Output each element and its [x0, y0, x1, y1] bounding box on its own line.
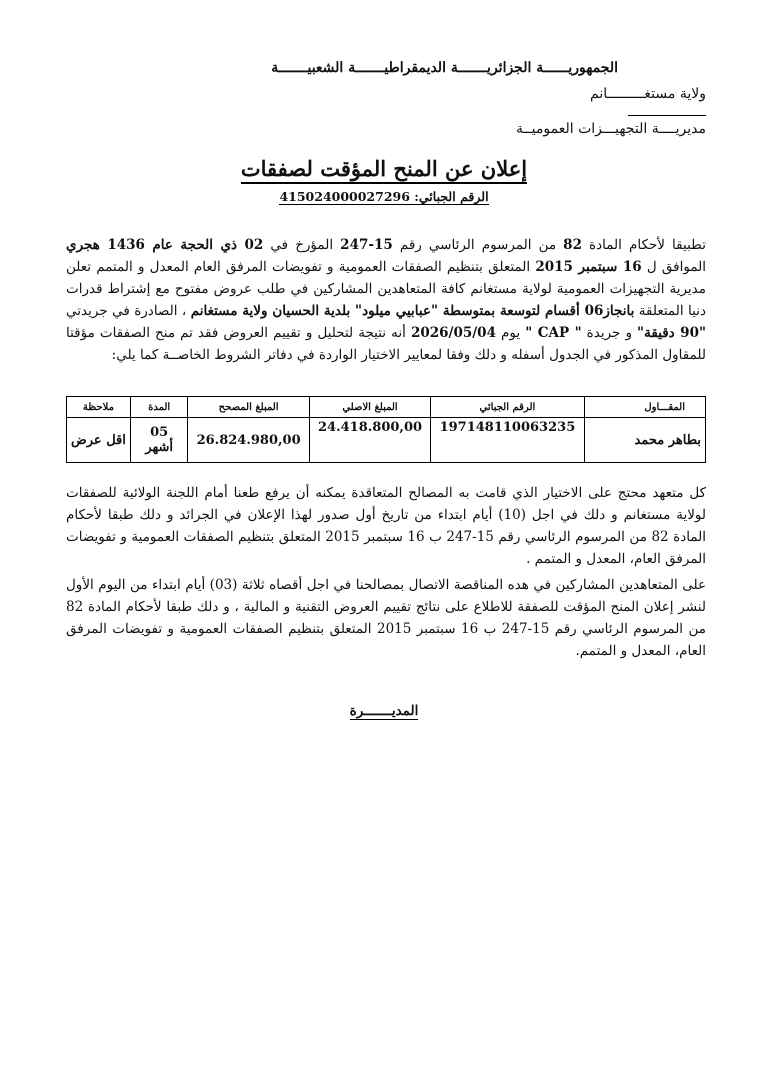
header-original-amount: المبلغ الاصلي	[309, 397, 430, 418]
cell-duration: 05 أشهر	[130, 418, 188, 463]
appeal-paragraph: كل متعهد محتج على الاختيار الذي قامت به المصالح المتعاقدة يمكنه أن يرفع طعنا أمام اللجنة الولائية للصفقات لولاية مستغانم و دلك في اجل (10) أيام ابتداء من تاريخ أول صدور لهذا الإعلان في الجرائد و دلك طبقا لأحكام المادة 82 من المرسوم الرئاسي رقم 15-247 ب 16 سبتمبر 2015 المتعلق بتنظيم الصفقات العمومية و تفويضات المرفق العام، المعدل و المتمم .	[66, 485, 707, 567]
p1-text-6: ، الصادرة في جريدتي	[66, 303, 191, 319]
p1-bold-5: بانجاز06 أقسام لتوسعة بمتوسطة "عبابيي ميلود" بلدية الحسيان ولاية مستغانم	[190, 303, 635, 319]
announcement-title-text: إعلان عن المنح المؤقت لصفقات	[241, 156, 527, 184]
p1-bold-3: 02 ذي الحجة عام 1436 هجري	[66, 237, 264, 253]
p1-text-3: المؤرخ في	[263, 237, 341, 253]
p1-bold-8: 2026/05/04	[410, 325, 496, 341]
cell-fiscal-number: 197148110063235	[431, 418, 584, 463]
cell-remark: اقل عرض	[67, 418, 131, 463]
announcement-title	[0, 156, 768, 181]
table-header-row	[67, 397, 706, 418]
republic-header: الجمهوريــــــة الجزائريـــــــة الديمقراطيـــــــة الشعبيـــــــة	[271, 60, 618, 76]
cell-contractor: بطاهر محمد	[584, 418, 705, 463]
p1-bold-7: " CAP "	[525, 325, 582, 341]
p1-text-1: تطبيقا لأحكام المادة	[581, 237, 706, 253]
cell-original-amount: 24.418.800,00	[309, 418, 430, 463]
header-fiscal-number: الرقم الجبائي	[431, 397, 584, 418]
fiscal-reference-text: الرقم الجبائي: 415024000027296	[279, 189, 489, 204]
p1-text-4: الموافق ل	[641, 259, 707, 275]
signature	[0, 703, 768, 719]
p1-text-7: و جريدة	[581, 325, 638, 341]
header-contractor: المقـــاول	[584, 397, 705, 418]
p1-bold-2: 15-247	[340, 237, 393, 253]
header-duration: المدة	[130, 397, 188, 418]
p1-text-8: يوم	[495, 325, 526, 341]
award-table	[66, 396, 706, 463]
p1-bold-1: 82	[563, 237, 582, 253]
cell-corrected-amount: 26.824.980,00	[188, 418, 309, 463]
header-rule	[628, 115, 706, 116]
intro-paragraph	[66, 234, 706, 366]
p1-bold-6: "90 دقيقة"	[637, 325, 707, 341]
header-corrected-amount: المبلغ المصحح	[188, 397, 309, 418]
p1-text-9: أنه نتيجة لتحليل و تقييم العروض فقد تم منح الصفقات مؤقتا للمقاول المذكور في الجدول أسفله و دلك وفقا لمعايير الاختيار الواردة في دفاتر الشروط الخاصــة كما يلي:	[66, 325, 706, 363]
table-row	[67, 418, 706, 463]
p1-text-2: من المرسوم الرئاسي رقم	[392, 237, 564, 253]
contact-paragraph: على المتعاهدين المشاركين في هده المناقصة الاتصال بمصالحنا في اجل أقصاه ثلاثة (03) أيام ابتداء من اليوم الأول لنشر إعلان المنح المؤقت للصفقة للاطلاع على نتائج تقييم العروض التقنية و المالية ، و دلك طبقا لأحكام المادة 82 من المرسوم الرئاسي رقم 15-247 ب 16 سبتمبر 2015 المتعلق بتنظيم الصفقات العمومية و تفويضات المرفق العام، المعدل و المتمم.	[66, 577, 707, 659]
p1-bold-4: 16 سبتمبر 2015	[535, 259, 642, 275]
header-remark: ملاحظة	[67, 397, 131, 418]
wilaya-line: ولاية مستغـــــــــانم	[590, 86, 706, 102]
p1-text-5: المتعلق بتنظيم الصفقات العمومية و تفويضات المرفق العام المعدل و المتمم تعلن مديرية التجهيزات العمومية لولاية مستغانم كافة المتعاهدين المشاركين في طلب عروض مفتوح مع إشتراط قدرات دنيا المتعلقة	[66, 259, 706, 319]
directorate-line: مديريــــة التجهيـــزات العموميــة	[515, 121, 706, 137]
fiscal-reference	[0, 189, 768, 204]
signature-text: المديـــــــرة	[349, 703, 419, 719]
